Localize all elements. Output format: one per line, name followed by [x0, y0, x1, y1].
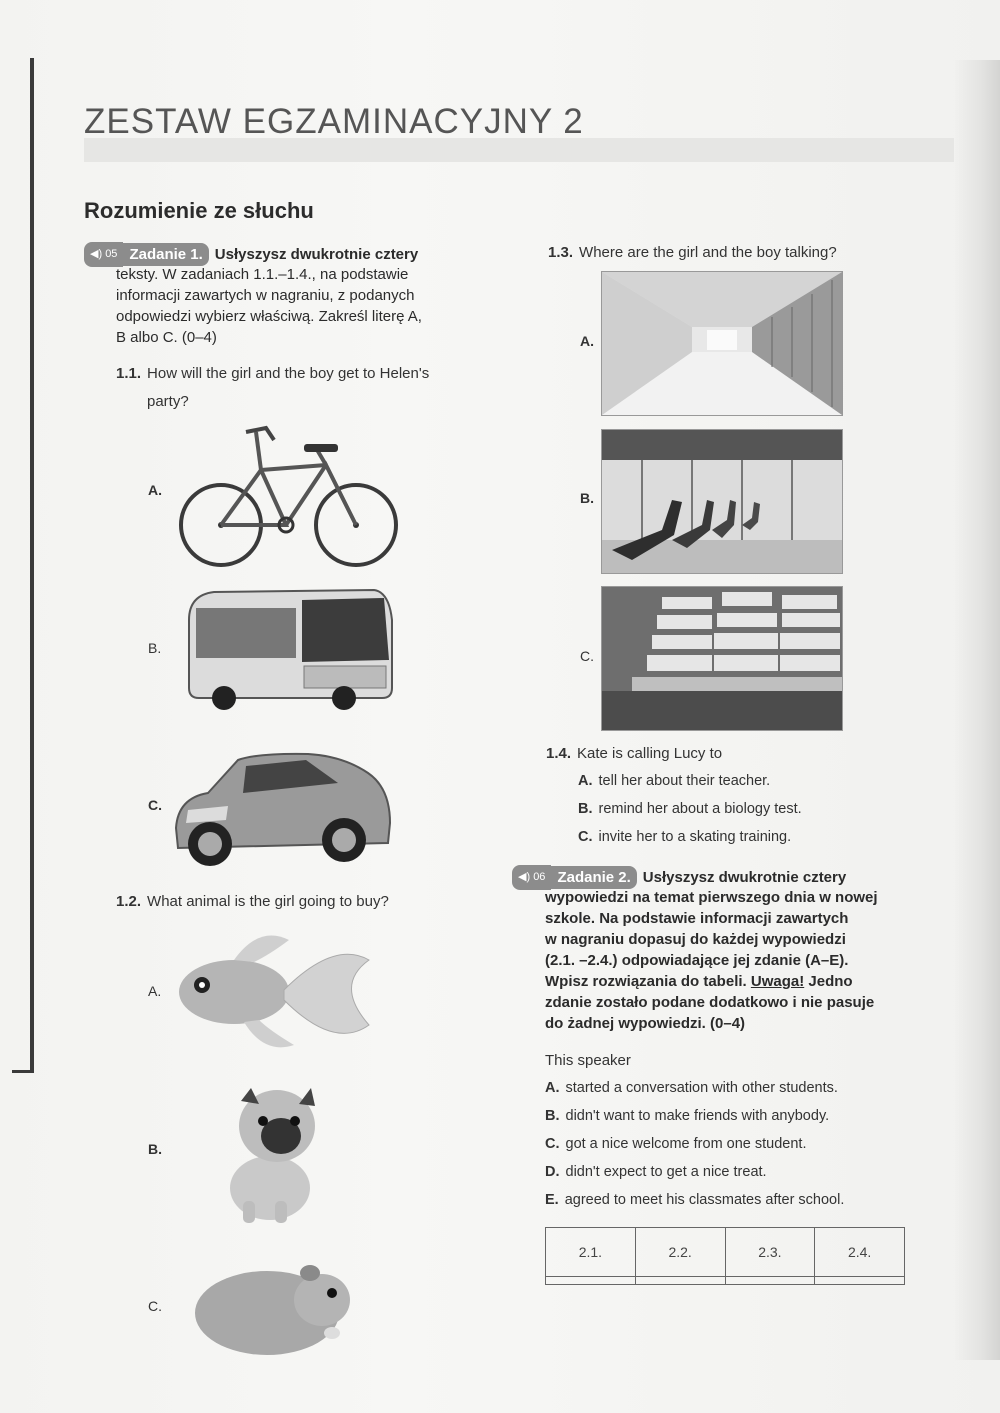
audio-track-badge[interactable]: ◀︎) 05 [84, 242, 123, 267]
answer-cell-2-3[interactable] [725, 1277, 815, 1285]
task1-line3: informacji zawartych w nagraniu, z podanych [116, 287, 415, 304]
option-label-c[interactable]: C. [148, 1298, 162, 1314]
question-1-1: 1.1. How will the girl and the boy get to Helen's [116, 365, 430, 382]
task1-badge: Zadanie 1. [123, 243, 208, 266]
option-2-d: D. didn't expect to get a nice treat. [545, 1164, 767, 1180]
bus-image [184, 580, 399, 710]
task2-lead: This speaker [545, 1052, 631, 1069]
option-label-a[interactable]: A. [148, 482, 162, 498]
left-margin-rule-foot [12, 1070, 34, 1073]
library-photo [601, 586, 843, 731]
answer-table-header-row [546, 1228, 905, 1277]
puppy-image [215, 1076, 335, 1226]
answer-cell-2-1[interactable] [546, 1277, 636, 1285]
option-2-a: A. started a conversation with other students. [545, 1080, 838, 1096]
task1-line2: teksty. W zadaniach 1.1.–1.4., na podstawie [116, 266, 409, 283]
option-2-e: E. agreed to meet his classmates after school. [545, 1192, 845, 1208]
task2-instructions: ◀︎) 06 Zadanie 2. Usłyszysz dwukrotnie cztery [512, 865, 932, 890]
question-1-2: 1.2. What animal is the girl going to buy? [116, 893, 389, 910]
option-label-c[interactable]: C. [148, 797, 162, 813]
section-title: Rozumienie ze słuchu [84, 198, 314, 223]
left-margin-rule [30, 58, 34, 1073]
option-label-a[interactable]: A. [580, 333, 594, 349]
option-label-b[interactable]: B. [148, 1141, 162, 1157]
bicycle-image [176, 420, 406, 570]
answer-header-2-2: 2.2. [635, 1228, 725, 1277]
audio-track-badge[interactable]: ◀︎) 06 [512, 865, 551, 890]
uwaga-note: Uwaga! [750, 973, 805, 990]
hamster-image [192, 1255, 357, 1355]
answer-cell-2-4[interactable] [815, 1277, 905, 1285]
answer-header-2-4: 2.4. [815, 1228, 905, 1277]
car-image [168, 748, 398, 873]
option-label-c[interactable]: C. [580, 648, 594, 664]
answer-cell-2-2[interactable] [635, 1277, 725, 1285]
task2-line2: wypowiedzi na temat pierwszego dnia w nowej [545, 889, 878, 906]
gym-photo [601, 429, 843, 574]
option-1-4-b[interactable]: B. remind her about a biology test. [578, 801, 802, 817]
task2-line8: do żadnej wypowiedzi. (0–4) [545, 1015, 746, 1032]
option-2-c: C. got a nice welcome from one student. [545, 1136, 807, 1152]
page-fold-shadow [954, 60, 1000, 1360]
task2-line6: Wpisz rozwiązania do tabeli. Uwaga! Jedno [545, 973, 853, 990]
page-title: ZESTAW EGZAMINACYJNY 2 [84, 102, 584, 141]
option-1-4-c[interactable]: C. invite her to a skating training. [578, 829, 792, 845]
option-2-b: B. didn't want to make friends with anybody. [545, 1108, 830, 1124]
answer-header-2-3: 2.3. [725, 1228, 815, 1277]
task1-instructions: ◀︎) 05 Zadanie 1. Usłyszysz dwukrotnie cztery [84, 242, 484, 267]
task2-badge: Zadanie 2. [551, 866, 636, 889]
task1-line4: odpowiedzi wybierz właściwą. Zakreśl literę A, [116, 308, 422, 325]
goldfish-image [174, 930, 374, 1060]
option-1-4-a[interactable]: A. tell her about their teacher. [578, 773, 771, 789]
question-1-3: 1.3. Where are the girl and the boy talking? [548, 244, 837, 261]
answer-table-input-row [546, 1277, 905, 1285]
option-label-b[interactable]: B. [148, 640, 162, 656]
task2-line4: w nagraniu dopasuj do każdej wypowiedzi [545, 931, 846, 948]
question-1-4: 1.4. Kate is calling Lucy to [546, 745, 723, 762]
answer-table [545, 1227, 905, 1285]
task1-line5: B albo C. (0–4) [116, 329, 217, 346]
task2-line7: zdanie zostało podane dodatkowo i nie pasuje [545, 994, 875, 1011]
task2-line5: (2.1. –2.4.) odpowiadające jej zdanie (A–E). [545, 952, 849, 969]
answer-header-2-1: 2.1. [546, 1228, 636, 1277]
question-1-1-cont: party? [147, 393, 189, 410]
option-label-b[interactable]: B. [580, 490, 594, 506]
option-label-a[interactable]: A. [148, 983, 162, 999]
task2-line3: szkole. Na podstawie informacji zawartych [545, 910, 849, 927]
school-corridor-photo [601, 271, 843, 416]
